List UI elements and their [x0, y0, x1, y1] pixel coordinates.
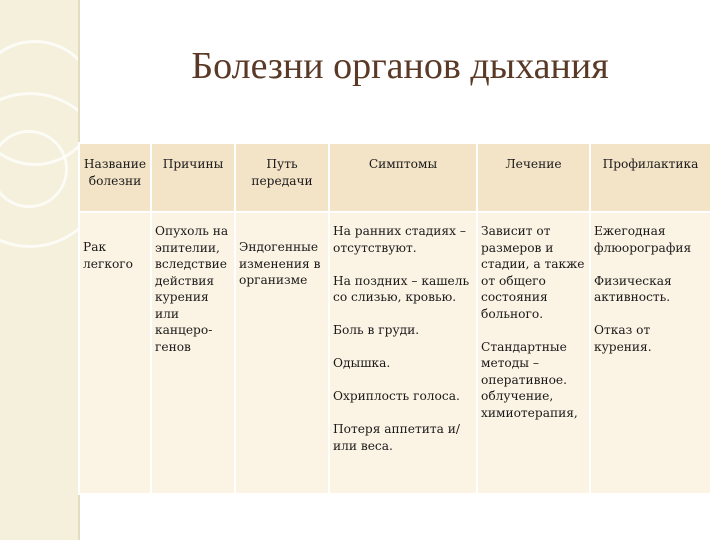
transmission-text: Эндогенные изменения в организме — [239, 240, 321, 287]
header-transmission: Путь передачи — [235, 143, 329, 212]
slide-title: Болезни органов дыхания — [191, 45, 609, 87]
header-causes: Причины — [151, 143, 235, 212]
symptom-item: Потеря аппетита и/или веса. — [333, 422, 460, 453]
cell-causes — [151, 212, 235, 494]
cell-prevention — [590, 212, 711, 494]
prevention-item: Ежегодная флюорография — [594, 224, 692, 255]
prevention-item: Отказ от курения. — [594, 323, 652, 354]
header-prevention: Профилактика — [590, 143, 711, 212]
cell-transmission — [235, 212, 329, 494]
prevention-item: Физическая активность. — [594, 273, 672, 304]
header-symptoms: Симптомы — [329, 143, 477, 212]
symptom-item: Боль в груди. — [333, 323, 420, 337]
symptom-item: Охриплость голоса. — [333, 389, 460, 403]
treatment-item: Зависит от размеров и стадии, а также от общего состояния больного. — [481, 224, 585, 321]
header-treatment: Лечение — [477, 143, 590, 212]
table-row — [79, 212, 711, 494]
symptom-item: На поздних – кашель со слизью, кровью. — [333, 273, 470, 304]
diseases-table — [78, 142, 712, 495]
header-disease-name: Название болезни — [79, 143, 151, 212]
table-header-row — [79, 143, 711, 212]
causes-text: Опухоль на эпителии, вследствие действия курения или канцеро-генов — [155, 224, 229, 354]
treatment-item: Стандартные методы – оперативное. облучение, химиотерапия, — [481, 339, 578, 420]
cell-symptoms — [329, 212, 477, 494]
cell-disease-name — [79, 212, 151, 494]
cell-treatment — [477, 212, 590, 494]
disease-name: Рак легкого — [83, 240, 134, 271]
symptom-item: Одышка. — [333, 356, 391, 370]
sidebar-decoration — [0, 0, 78, 540]
symptom-item: На ранних стадиях – отсутствуют. — [333, 224, 466, 255]
